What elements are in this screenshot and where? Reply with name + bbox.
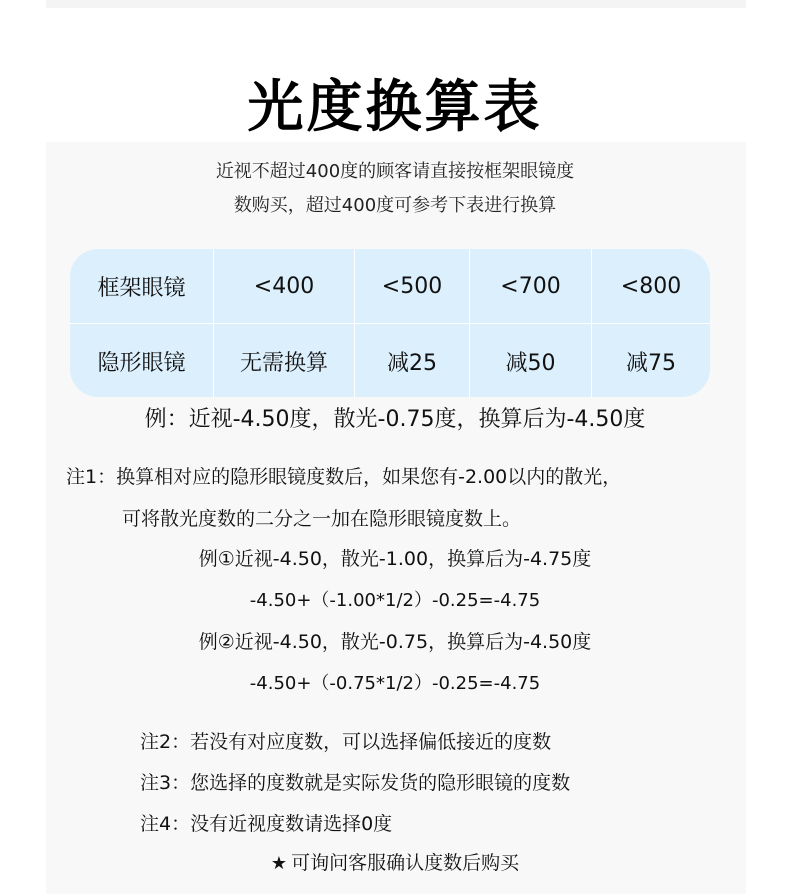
star-icon: ★ (270, 853, 288, 874)
note1-formula-2: -4.50+（-0.75*1/2）-0.25=-4.75 (249, 673, 541, 694)
table-cell: 减50 (470, 324, 592, 397)
table-cell: <400 (214, 249, 355, 323)
top-band (46, 0, 746, 8)
footer-line (0, 850, 790, 877)
intro-line-2: 数购买，超过400度可参考下表进行换算 (233, 195, 557, 216)
table-cell: <800 (620, 273, 682, 299)
note1-line-2: 可将散光度数的二分之一加在隐形眼镜度数上。 (122, 508, 522, 530)
table-row-contact-lenses (70, 323, 710, 397)
page-title: 光度换算表 (247, 75, 543, 140)
note-4: 注4：没有近视度数请选择0度 (140, 813, 393, 835)
note1-formula-1: -4.50+（-1.00*1/2）-0.25=-4.75 (249, 590, 541, 611)
note-2: 注2：若没有对应度数，可以选择偏低接近的度数 (140, 731, 552, 753)
table-row-frame-glasses (70, 249, 710, 323)
table-cell: 减25 (355, 324, 470, 397)
note-3: 注3：您选择的度数就是实际发货的隐形眼镜的度数 (140, 772, 571, 794)
intro-line-1: 近视不超过400度的顾客请直接按框架眼镜度 (215, 161, 575, 182)
table-cell: 框架眼镜 (70, 249, 214, 323)
table-cell: <500 (355, 249, 470, 323)
conversion-table (70, 249, 710, 397)
table-cell: 减75 (626, 350, 676, 376)
table-cell: 隐形眼镜 (70, 324, 214, 397)
note1-example-1: 例①近视-4.50，散光-1.00，换算后为-4.75度 (198, 548, 592, 570)
table-cell: 无需换算 (214, 324, 355, 397)
table-cell: <700 (470, 249, 592, 323)
footer-text: 可询问客服确认度数后购买 (291, 852, 520, 874)
note1-line-1: 注1：换算相对应的隐形眼镜度数后，如果您有-2.00以内的散光， (66, 466, 622, 488)
note1-example-2: 例②近视-4.50，散光-0.75，换算后为-4.50度 (198, 631, 592, 653)
example-line: 例：近视-4.50度，散光-0.75度，换算后为-4.50度 (144, 407, 646, 432)
